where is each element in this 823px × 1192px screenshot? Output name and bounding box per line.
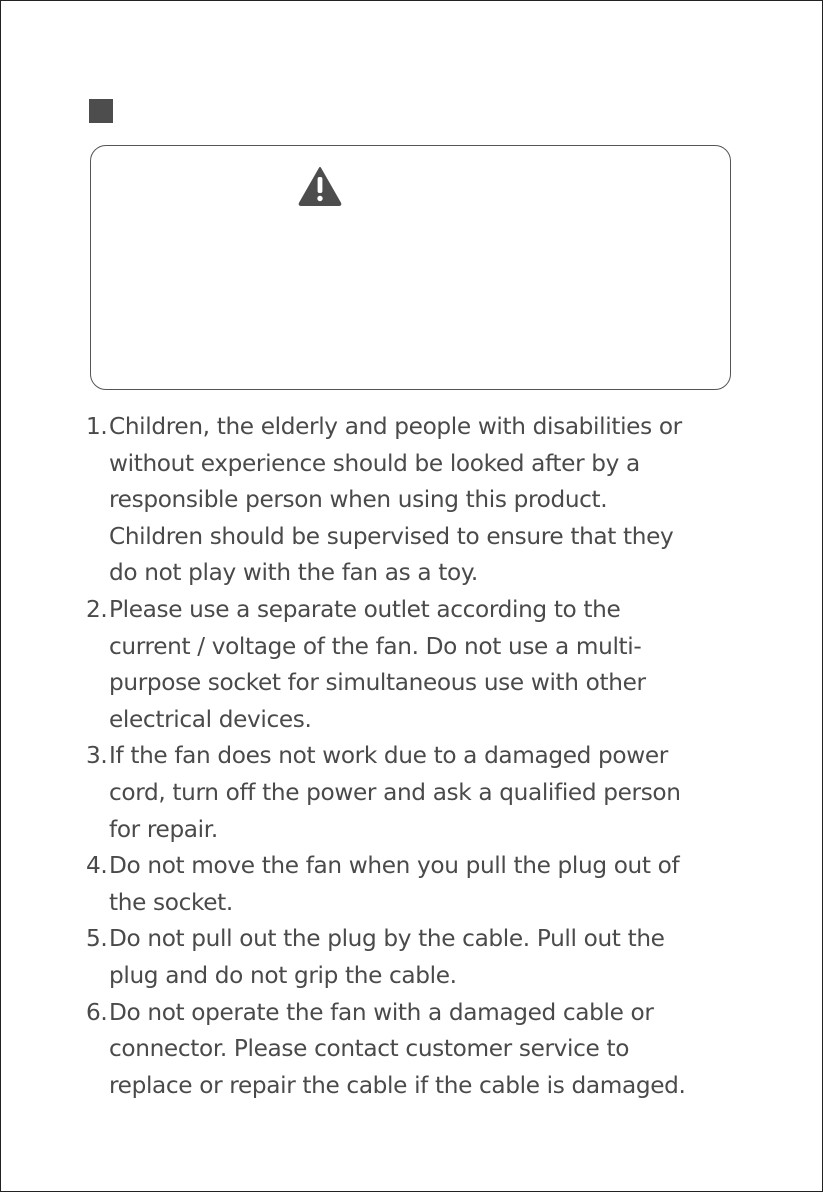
instruction-line: replace or repair the cable if the cable is damaged. bbox=[109, 1071, 686, 1099]
instruction-text bbox=[109, 592, 816, 738]
instruction-item bbox=[86, 921, 816, 994]
section-marker-square bbox=[89, 99, 113, 123]
instruction-text bbox=[109, 738, 816, 848]
instruction-line: Children should be supervised to ensure that they bbox=[109, 522, 674, 550]
instruction-line: electrical devices. bbox=[109, 705, 312, 733]
instruction-line: responsible person when using this product. bbox=[109, 486, 608, 514]
instruction-line: connector. Please contact customer service to bbox=[109, 1035, 630, 1063]
instruction-line: do not play with the fan as a toy. bbox=[109, 559, 478, 587]
instruction-line: Do not move the fan when you pull the plug out of bbox=[109, 852, 680, 880]
instruction-number: 5. bbox=[86, 925, 108, 953]
instruction-item bbox=[86, 592, 816, 738]
instruction-line: Do not operate the fan with a damaged cable or bbox=[109, 998, 654, 1026]
instruction-number: 1. bbox=[86, 413, 108, 440]
instruction-line: plug and do not grip the cable. bbox=[109, 961, 457, 989]
instruction-line: If the fan does not work due to a damaged power bbox=[109, 742, 668, 770]
instruction-line: current / voltage of the fan. Do not use a multi- bbox=[109, 632, 642, 660]
instruction-line: without experience should be looked after by a bbox=[109, 449, 640, 477]
instruction-line: Please use a separate outlet according to the bbox=[109, 595, 621, 623]
instruction-number: 4. bbox=[86, 852, 108, 880]
instruction-line: purpose socket for simultaneous use with other bbox=[109, 669, 646, 697]
instruction-line: the socket. bbox=[109, 888, 233, 916]
instruction-number: 2. bbox=[86, 595, 108, 623]
instruction-number: 3. bbox=[86, 742, 108, 770]
instruction-number: 6. bbox=[86, 998, 108, 1026]
instruction-text bbox=[109, 409, 816, 592]
instruction-text bbox=[109, 848, 816, 921]
instruction-line: for repair. bbox=[109, 815, 218, 843]
instruction-item bbox=[86, 848, 816, 921]
warning-triangle-icon bbox=[298, 166, 342, 206]
instruction-item bbox=[86, 995, 816, 1105]
instruction-line: Do not pull out the plug by the cable. Pull out the bbox=[109, 925, 665, 953]
instruction-item bbox=[86, 738, 816, 848]
instruction-list bbox=[86, 409, 816, 1104]
instruction-line: cord, turn off the power and ask a qualified person bbox=[109, 778, 681, 806]
instruction-text bbox=[109, 921, 816, 994]
warning-box bbox=[90, 145, 731, 390]
instruction-line: Children, the elderly and people with disabilities or bbox=[109, 413, 682, 440]
instruction-text bbox=[109, 995, 816, 1105]
instruction-item bbox=[86, 409, 816, 592]
